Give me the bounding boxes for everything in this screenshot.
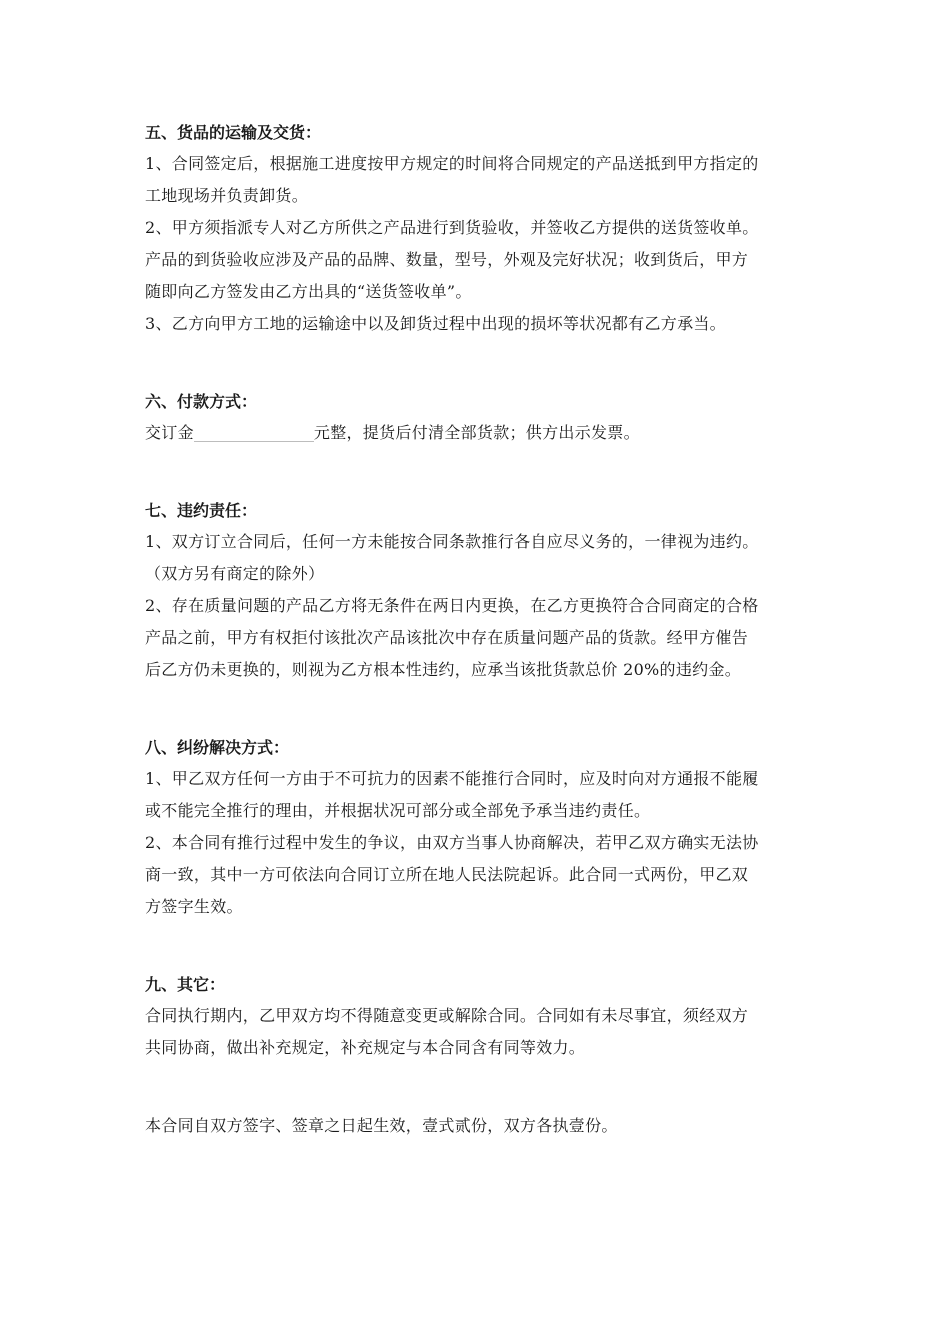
section-heading: 八、纠纷解决方式： xyxy=(145,738,290,757)
clause-text: 合同执行期内，乙甲双方均不得随意变更或解除合同。合同如有未尽事宜，须经双方 xyxy=(145,1006,749,1025)
section-transport-delivery xyxy=(145,117,810,340)
clause-text: 1、合同签定后，根据施工进度按甲方规定的时间将合同规定的产品送抵到甲方指定的 xyxy=(145,154,759,173)
clause-text: 方签字生效。 xyxy=(145,897,243,916)
section-spacer xyxy=(145,923,810,969)
section-dispute-resolution xyxy=(145,732,810,923)
section-payment xyxy=(145,386,810,449)
clause-text: 产品的到货验收应涉及产品的品牌、数量，型号，外观及完好状况；收到货后，甲方 xyxy=(145,250,749,269)
payment-terms-text: 元整，提货后付清全部货款；供方出示发票。 xyxy=(313,423,640,442)
contract-page xyxy=(145,117,810,1142)
deposit-amount-blank[interactable] xyxy=(194,425,314,442)
clause-text: 随即向乙方签发由乙方出具的“送货签收单”。 xyxy=(145,282,472,301)
section-other xyxy=(145,969,810,1064)
clause-text: 3、乙方向甲方工地的运输途中以及卸货过程中出现的损坏等状况都有乙方承当。 xyxy=(145,314,726,333)
section-breach-liability xyxy=(145,495,810,686)
section-spacer xyxy=(145,686,810,732)
payment-clause xyxy=(145,417,810,449)
section-spacer xyxy=(145,1064,810,1110)
section-heading: 七、违约责任： xyxy=(145,501,258,520)
closing-statement: 本合同自双方签字、签章之日起生效，壹式贰份，双方各执壹份。 xyxy=(145,1116,618,1135)
deposit-label: 交订金 xyxy=(145,423,194,442)
section-spacer xyxy=(145,340,810,386)
section-heading: 六、付款方式： xyxy=(145,392,258,411)
section-heading: 五、货品的运输及交货： xyxy=(145,123,322,142)
clause-text: 2、甲方须指派专人对乙方所供之产品进行到货验收，并签收乙方提供的送货签收单。 xyxy=(145,218,759,237)
section-spacer xyxy=(145,449,810,495)
clause-text: 1、甲乙双方任何一方由于不可抗力的因素不能推行合同时，应及时向对方通报不能履 xyxy=(145,769,759,788)
clause-text: 共同协商，做出补充规定，补充规定与本合同含有同等效力。 xyxy=(145,1038,586,1057)
clause-text: 2、存在质量问题的产品乙方将无条件在两日内更换，在乙方更换符合合同商定的合格 xyxy=(145,596,759,615)
section-heading: 九、其它： xyxy=(145,975,226,994)
clause-text: （双方另有商定的除外） xyxy=(145,564,325,583)
clause-text: 2、本合同有推行过程中发生的争议，由双方当事人协商解决，若甲乙双方确实无法协 xyxy=(145,833,759,852)
clause-text: 工地现场并负责卸货。 xyxy=(145,186,309,205)
clause-text: 商一致，其中一方可依法向合同订立所在地人民法院起诉。此合同一式两份，甲乙双 xyxy=(145,865,749,884)
clause-text: 1、双方订立合同后，任何一方未能按合同条款推行各自应尽义务的，一律视为违约。 xyxy=(145,532,759,551)
clause-text: 产品之前，甲方有权拒付该批次产品该批次中存在质量问题产品的货款。经甲方催告 xyxy=(145,628,749,647)
clause-text: 或不能完全推行的理由，并根据状况可部分或全部免予承当违约责任。 xyxy=(145,801,651,820)
clause-text: 后乙方仍未更换的，则视为乙方根本性违约，应承当该批货款总价 20%的违约金。 xyxy=(145,660,742,679)
